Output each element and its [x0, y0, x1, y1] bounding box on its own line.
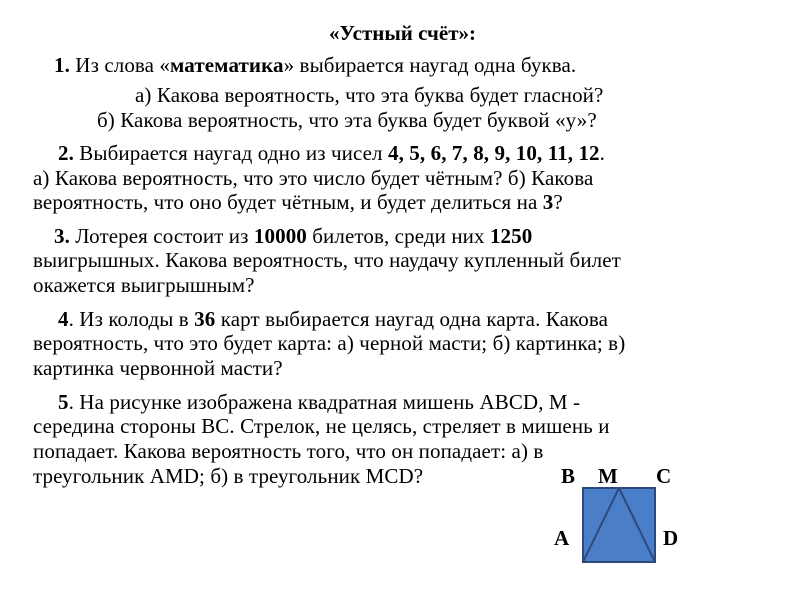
text-run: 4: [58, 307, 69, 331]
slide-title: «Устный счёт»:: [329, 21, 476, 45]
figure-label-d: D: [663, 526, 679, 550]
text-run: вероятность, что это будет карта: а) черной масти; б) картинка; в): [33, 331, 626, 355]
figure-label-a: A: [554, 526, 570, 550]
text-run: 3.: [54, 224, 70, 248]
task-5-line-2: [33, 413, 610, 439]
task-4-line: [58, 306, 608, 332]
text-run: 3: [542, 190, 554, 214]
text-run: середина стороны ВС. Стрелок, не целясь, стреляет в мишень и: [33, 414, 610, 438]
text-run: выигрышных. Какова вероятность, что наудачу купленный билет: [33, 248, 621, 272]
task-5-line: [58, 389, 580, 415]
task-1b-line: [97, 107, 597, 133]
figure-label-c: C: [656, 464, 672, 488]
text-run: 36: [194, 307, 216, 331]
text-run: .: [599, 141, 606, 165]
text-run: треугольник AMD; б) в треугольник MCD?: [33, 464, 424, 488]
text-run: карт выбирается наугад одна карта. Какова: [215, 307, 609, 331]
text-run: 10000: [253, 224, 307, 248]
text-run: картинка червонной масти?: [33, 356, 283, 380]
text-run: 4, 5, 6, 7, 8, 9, 10, 11, 12: [388, 141, 600, 165]
text-run: попадает. Какова вероятность того, что он попадает: а) в: [33, 439, 544, 463]
task-3-line: [54, 223, 532, 249]
text-run: математика: [170, 53, 284, 77]
task-5-line-3: [33, 438, 543, 464]
task-5-line-4: [33, 463, 423, 489]
text-run: билетов, среди них: [306, 224, 490, 248]
text-run: Выбирается наугад одно из чисел: [73, 141, 388, 165]
task-4-line-3: [33, 355, 283, 381]
text-run: б) Какова вероятность, что эта буква будет буквой «у»?: [97, 108, 597, 132]
text-run: . На рисунке изображена квадратная мишень ABCD, М -: [68, 390, 581, 414]
figure-label-m: M: [598, 464, 618, 488]
text-run: окажется выигрышным?: [33, 273, 255, 297]
text-run: 2.: [58, 141, 74, 165]
text-run: ?: [553, 190, 563, 214]
text-run: Из слова «: [69, 53, 171, 77]
task-4-line-2: [33, 330, 625, 356]
text-run: » выбирается наугад одна буква.: [283, 53, 577, 77]
square-target-figure: [582, 487, 656, 563]
text-run: 1250: [489, 224, 533, 248]
text-run: а) Какова вероятность, что эта буква будет гласной?: [135, 83, 604, 107]
text-run: Лотерея состоит из: [69, 224, 254, 248]
task-2-line: [58, 140, 605, 166]
task-2a-line: [33, 165, 593, 191]
task-3-line-2: [33, 247, 621, 273]
task-1-line: [54, 52, 576, 78]
text-run: а) Какова вероятность, что это число будет чётным? б) Какова: [33, 166, 594, 190]
task-1a-line: [135, 82, 603, 108]
text-run: 5: [58, 390, 69, 414]
text-run: 1.: [54, 53, 70, 77]
text-run: вероятность, что оно будет чётным, и будет делиться на: [33, 190, 543, 214]
figure-label-b: B: [561, 464, 576, 488]
task-2b-line: [33, 189, 563, 215]
task-3-line-3: [33, 272, 255, 298]
square-abcd: [583, 488, 655, 562]
text-run: . Из колоды в: [68, 307, 195, 331]
